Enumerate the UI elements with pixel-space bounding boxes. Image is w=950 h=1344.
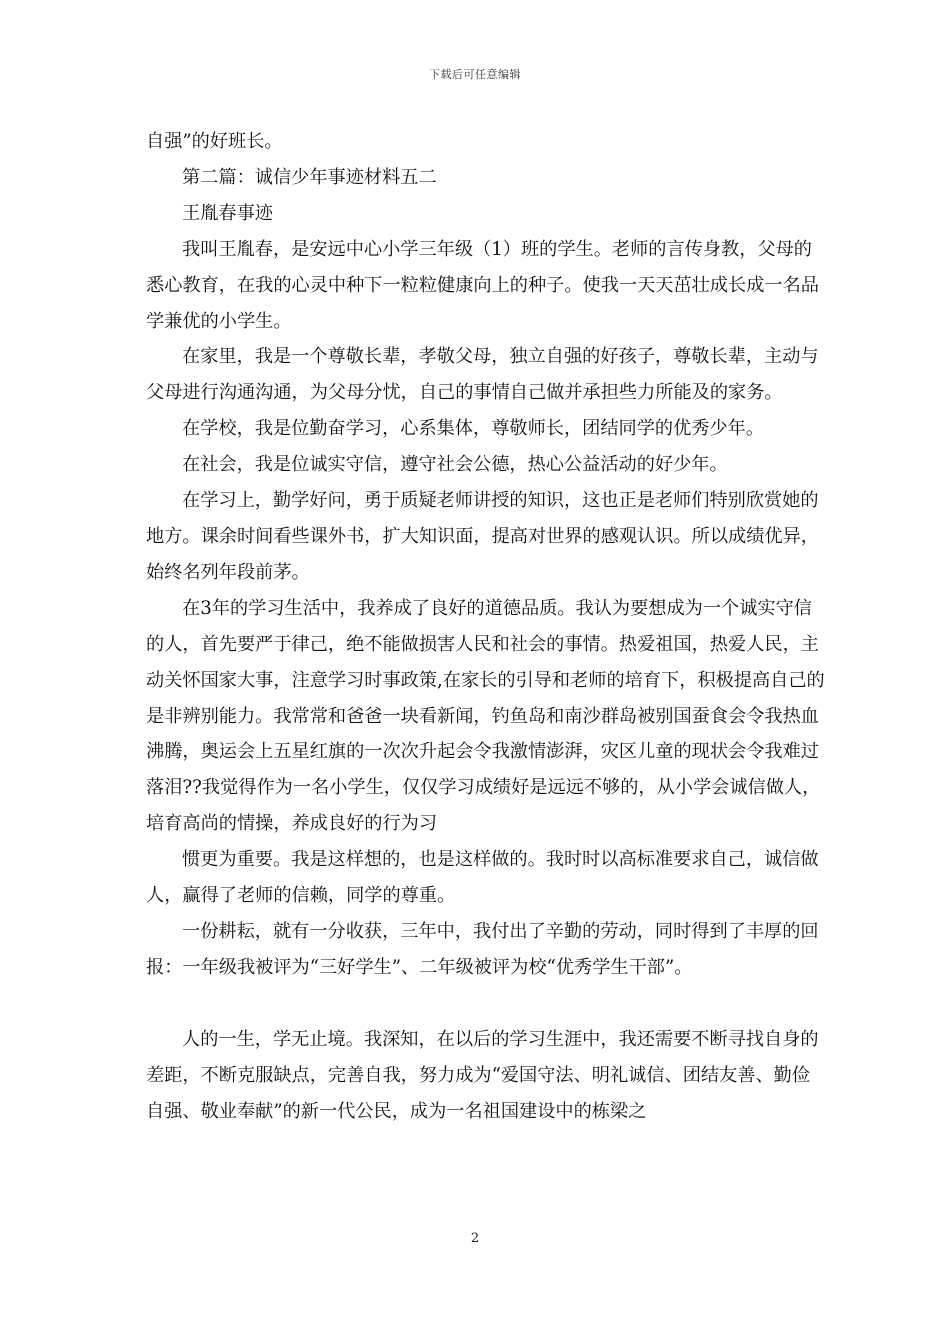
- paragraph: 在3年的学习生活中，我养成了良好的道德品质。我认为要想成为一个诚实守信的人，首先要严于律己，绝不能做损害人民和社会的事情。热爱祖国，热爱人民，主动关怀国家大事，注意学习时事政策,在家长的引导和老师的培育下，积极提高自己的是非辨别能力。我常常和爸爸一块看新闻，钓鱼岛和南沙群岛被别国蚕食会令我热血沸腾，奥运会上五星红旗的一次次升起会令我激情澎湃，灾区儿童的现状会令我难过落泪??我觉得作为一名小学生，仅仅学习成绩好是远远不够的，从小学会诚信做人，培育高尚的情操，养成良好的行为习: [146, 597, 825, 835]
- paragraph: 人的一生，学无止境。我深知，在以后的学习生涯中，我还需要不断寻找自身的差距，不断克服缺点，完善自我，努力成为“爱国守法、明礼诚信、团结友善、勤俭自强、敬业奉献”的新一代公民，成为一名祖国建设中的栋梁之: [146, 1028, 819, 1122]
- paragraph: 一份耕耘，就有一分收获，三年中，我付出了辛勤的劳动，同时得到了丰厚的回报：一年级我被评为“三好学生”、二年级被评为校“优秀学生干部”。: [146, 920, 819, 978]
- paragraph: 在学校，我是位勤奋学习，心系集体，尊敬师长，团结同学的优秀少年。: [182, 418, 765, 440]
- paragraph: 我叫王胤春，是安远中心小学三年级（1）班的学生。老师的言传身教，父母的悉心教育，在我的心灵中种下一粒粒健康向上的种子。使我一天天茁壮成长成一名品学兼优的小学生。: [146, 238, 819, 332]
- continuation-line: 自强”的好班长。: [146, 131, 283, 152]
- paragraph: 惯更为重要。我是这样想的，也是这样做的。我时时以高标准要求自己，诚信做人，赢得了老师的信赖，同学的尊重。: [146, 849, 819, 907]
- document-body: [146, 124, 826, 1129]
- page-number: 2: [470, 1231, 480, 1246]
- paragraph: 在家里，我是一个尊敬长辈，孝敬父母，独立自强的好孩子，尊敬长辈，主动与父母进行沟通沟通，为父母分忧，自己的事情自己做并承担些力所能及的家务。: [146, 346, 819, 404]
- section-subtitle: 王胤春事迹: [182, 202, 273, 224]
- paragraph: 在学习上，勤学好问，勇于质疑老师讲授的知识，这也正是老师们特别欣赏她的地方。课余时间看些课外书，扩大知识面，提高对世界的感观认识。所以成绩优异，始终名列年段前茅。: [146, 490, 819, 583]
- page-header: 下载后可任意编辑: [429, 68, 521, 81]
- section-title: 第二篇：诚信少年事迹材料五二: [182, 166, 437, 188]
- paragraph: 在社会，我是位诚实守信，遵守社会公德，热心公益活动的好少年。: [182, 454, 728, 476]
